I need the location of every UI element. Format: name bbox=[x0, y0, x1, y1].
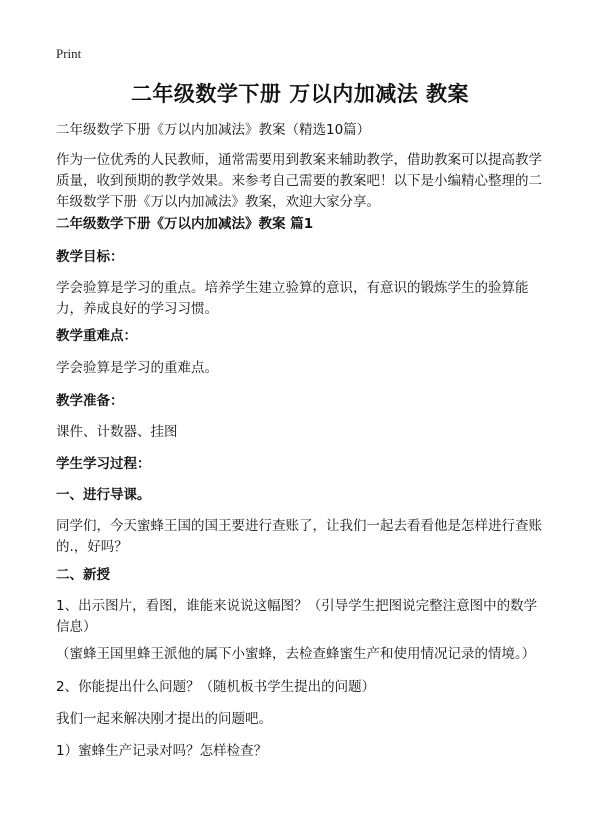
section-heading: 二年级数学下册《万以内加减法》教案 篇1 bbox=[56, 216, 314, 232]
step2-question1: 1）蜜蜂生产记录对吗？怎样检查？ bbox=[56, 743, 268, 759]
step2-heading: 二、新授 bbox=[56, 567, 110, 583]
goal-paragraph: 学会验算是学习的重点。培养学生建立验算的意识，有意识的锻炼学生的验算能力，养成良好的学习习惯。 bbox=[56, 280, 529, 317]
intro-paragraph: 作为一位优秀的人民教师，通常需要用到教案来辅助教学，借助教案可以提高教学质量，收到预期的教学效果。来参考自己需要的教案吧！以下是小编精心整理的二年级数学下册《万以内加减法》教案，欢迎大家分享。 bbox=[56, 152, 542, 210]
preparation-heading: 教学准备： bbox=[56, 393, 124, 409]
print-link[interactable]: Print bbox=[56, 46, 82, 61]
step2-solve: 我们一起来解决刚才提出的问题吧。 bbox=[56, 711, 272, 727]
step2-item1: 1、出示图片，看图，谁能来说说这幅图？（引导学生把图说完整注意图中的数学信息） bbox=[56, 598, 538, 635]
document-subtitle: 二年级数学下册《万以内加减法》教案（精选10篇） bbox=[56, 122, 371, 138]
preparation-paragraph: 课件、计数器、挂图 bbox=[56, 424, 178, 440]
step1-paragraph: 同学们，今天蜜蜂王国的国王要进行查账了，让我们一起去看看他是怎样进行查账的.，好吗？ bbox=[56, 518, 542, 555]
process-heading: 学生学习过程： bbox=[56, 456, 151, 472]
goal-heading: 教学目标： bbox=[56, 249, 124, 265]
step2-note: （蜜蜂王国里蜂王派他的属下小蜜蜂，去检查蜂蜜生产和使用情况记录的情境。） bbox=[56, 646, 536, 662]
page-title: 二年级数学下册 万以内加减法 教案 bbox=[130, 82, 470, 106]
key-points-heading: 教学重难点： bbox=[56, 328, 137, 344]
step1-heading: 一、进行导课。 bbox=[56, 487, 151, 503]
step2-item2: 2、你能提出什么问题？（随机板书学生提出的问题） bbox=[56, 679, 376, 695]
key-points-paragraph: 学会验算是学习的重难点。 bbox=[56, 360, 218, 376]
